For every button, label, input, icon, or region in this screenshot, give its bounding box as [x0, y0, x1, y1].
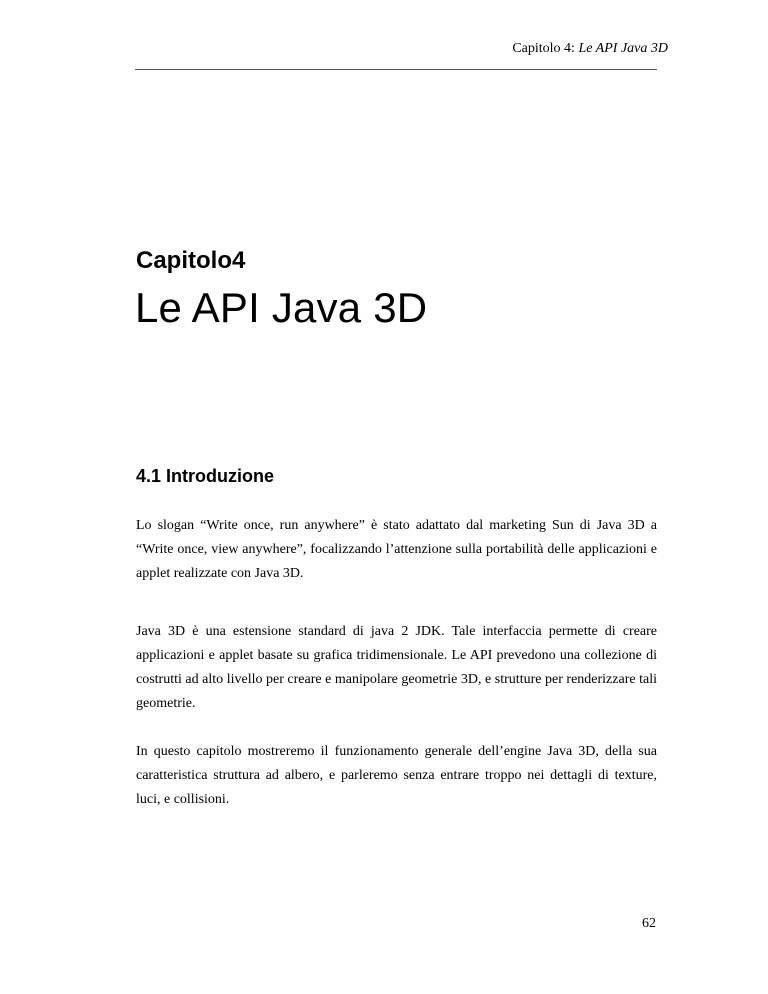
running-header-label: Capitolo 4: — [512, 41, 579, 56]
page-number: 62 — [642, 916, 656, 931]
chapter-number: Capitolo4 — [136, 247, 246, 274]
section-heading: 4.1 Introduzione — [136, 466, 275, 486]
chapter-title: Le API Java 3D — [135, 284, 428, 331]
running-header-chapter-name: Le API Java 3D — [578, 41, 668, 56]
body-paragraph: In questo capitolo mostreremo il funzionamento generale dell’engine Java 3D, della sua caratteristica struttura ad albero, e parleremo senza entrare troppo nei dettagli di texture, luci, e collisioni. — [136, 744, 657, 807]
header-divider — [135, 69, 657, 70]
body-paragraph: Lo slogan “Write once, run anywhere” è stato adattato dal marketing Sun di Java 3D a “Write once, view anywhere”, focalizzando l’attenzione sulla portabilità delle applicazioni e applet realizzate con Java 3D. — [136, 518, 657, 581]
running-header — [512, 41, 668, 57]
body-paragraph: Java 3D è una estensione standard di java 2 JDK. Tale interfaccia permette di creare applicazioni e applet basate su grafica tridimensionale. Le API prevedono una collezione di costrutti ad alto livello per creare e manipolare geometrie 3D, e strutture per renderizzare tali geometrie. — [136, 624, 657, 711]
